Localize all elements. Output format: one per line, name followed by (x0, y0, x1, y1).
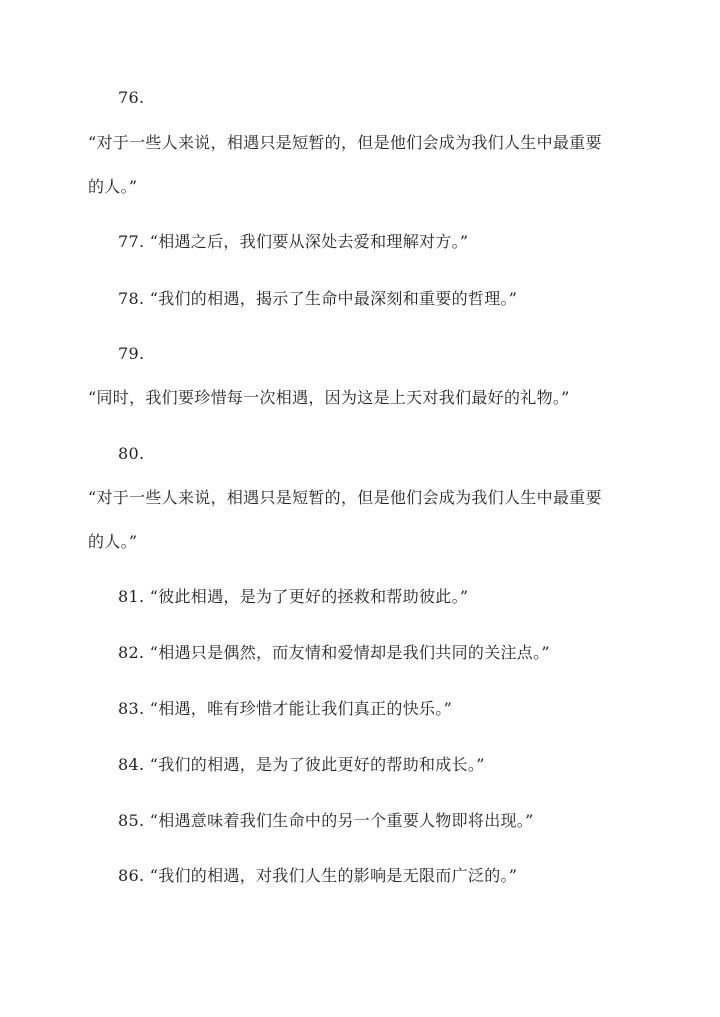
item-81: 81. “彼此相遇，是为了更好的拯救和帮助彼此。” (118, 587, 469, 606)
text-line: “对于一些人来说，相遇只是短暂的，但是他们会成为我们人生中最重要 (88, 133, 602, 152)
item-84: 84. “我们的相遇，是为了彼此更好的帮助和成长。” (118, 755, 485, 774)
item-78: 78. “我们的相遇，揭示了生命中最深刻和重要的哲理。” (118, 289, 518, 308)
text-line: 的人。” (88, 177, 138, 196)
item-number-80: 80. (118, 444, 145, 463)
text-line: 的人。” (88, 532, 138, 551)
text-line: “同时，我们要珍惜每一次相遇，因为这是上天对我们最好的礼物。” (88, 388, 570, 407)
text-line: “对于一些人来说，相遇只是短暂的，但是他们会成为我们人生中最重要 (88, 488, 602, 507)
item-number-79: 79. (118, 344, 145, 363)
item-85: 85. “相遇意味着我们生命中的另一个重要人物即将出现。” (118, 811, 534, 830)
item-82: 82. “相遇只是偶然，而友情和爱情却是我们共同的关注点。” (118, 643, 550, 662)
item-83: 83. “相遇，唯有珍惜才能让我们真正的快乐。” (118, 699, 453, 718)
item-77: 77. “相遇之后，我们要从深处去爱和理解对方。” (118, 232, 469, 251)
item-number-76: 76. (118, 88, 145, 107)
item-86: 86. “我们的相遇，对我们人生的影响是无限而广泛的。” (118, 866, 518, 885)
